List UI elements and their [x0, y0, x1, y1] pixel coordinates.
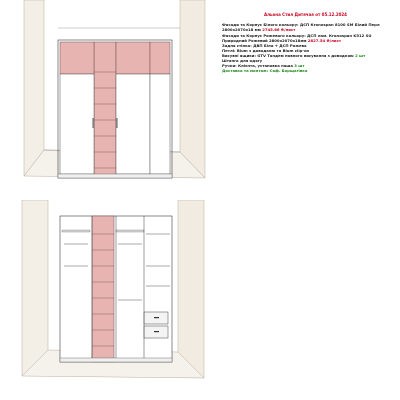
facade-pink-line: [222, 33, 396, 43]
wardrobe-closed-drawing: [0, 0, 222, 200]
drawers-label: Висувні ящики: GTV Тандем повного висування з доводкою: [222, 53, 354, 59]
drawers-count: 2 шт: [355, 53, 366, 59]
handles-label: Ручки: Клієнта, установка наша: [222, 63, 293, 69]
facade-white-price: 2745.66 ₴/лист: [262, 27, 296, 32]
rod-line: Штанга для одягу: [222, 58, 263, 64]
handles-count: 3 шт: [294, 63, 305, 69]
spec-body: [222, 22, 396, 73]
facade-white-label: Фасади та Корпус Білого кольору: ДСП Кronospan 8100 SM Білий Перл 2800х2070х18 мм: [222, 22, 380, 32]
wardrobe-open-drawing: [0, 200, 222, 400]
back-wall-line: Задня стінка: ДВП Біла + ДСП Рожева: [222, 43, 307, 49]
facade-pink-price: 2827.54 ₴/лист: [307, 38, 342, 44]
facade-pink-label: Фасади та Корпус Рожевого кольору: ДСП лам. Кronospan K512 SU Природний Рожевий 2800х2070х18мм: [222, 33, 372, 44]
facade-white-line: [222, 22, 396, 32]
document-title: Альона Cтил Дитячая от 05.12.2024: [264, 12, 347, 17]
delivery-line: Доставка та монтаж: Соф. Борщагівка: [222, 68, 308, 74]
hinges-line: Петлі: Blum з доводкою та Blum clip-on: [222, 48, 310, 54]
